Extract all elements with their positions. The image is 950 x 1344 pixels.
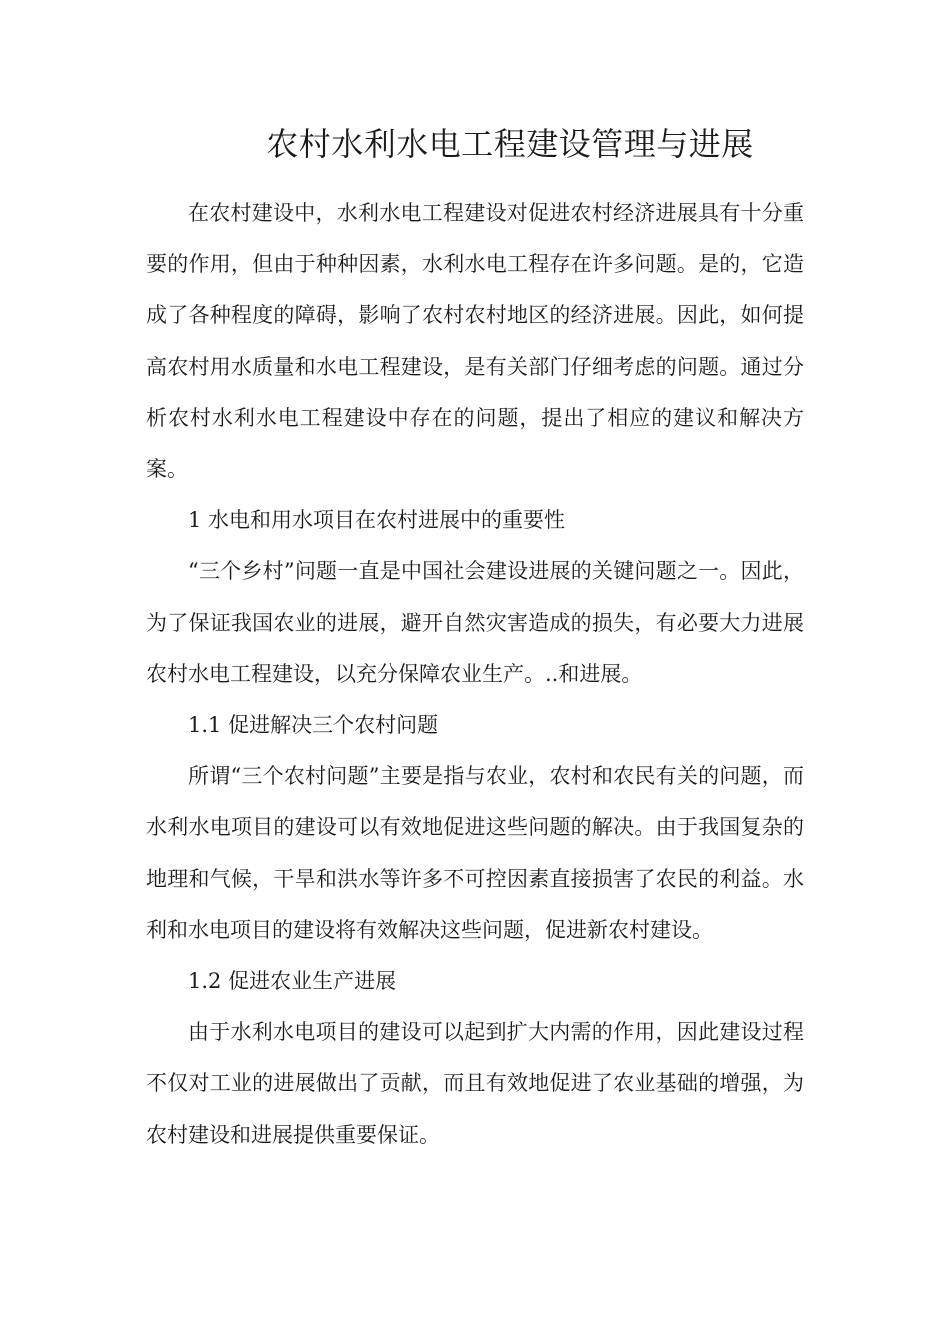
paragraph-intro: 在农村建设中，水利水电工程建设对促进农村经济进展具有十分重要的作用，但由于种种因素，水利水电工程存在许多问题。是的，它造成了各种程度的障碍，影响了农村农村地区的经济进展。因此，如何提高农村用水质量和水电工程建设，是有关部门仔细考虑的问题。通过分析农村水利水电工程建设中存在的问题，提出了相应的建议和解决方案。 [146,201,804,482]
section-heading-1: 1 水电和用水项目在农村进展中的重要性 [188,508,566,533]
paragraph-section-1: “三个乡村”问题一直是中国社会建设进展的关键问题之一。因此，为了保证我国农业的进展，避开自然灾害造成的损失，有必要大力进展农村水电工程建设，以充分保障农业生产。..和进展。 [146,559,804,686]
section-heading-1-2: 1.2 促进农业生产进展 [188,969,397,994]
paragraph-section-1-1: 所谓“三个农村问题”主要是指与农业，农村和农民有关的问题，而水利水电项目的建设可以有效地促进这些问题的解决。由于我国复杂的地理和气候，干旱和洪水等许多不可控因素直接损害了农民的利益。水利和水电项目的建设将有效解决这些问题，促进新农村建设。 [146,764,804,942]
document-title: 农村水利水电工程建设管理与进展 [266,125,754,163]
document-body [146,188,804,1161]
paragraph-section-1-2: 由于水利水电项目的建设可以起到扩大内需的作用，因此建设过程不仅对工业的进展做出了贡献，而且有效地促进了农业基础的增强，为农村建设和进展提供重要保证。 [146,1020,804,1147]
section-heading-1-1: 1.1 促进解决三个农村问题 [188,713,439,738]
